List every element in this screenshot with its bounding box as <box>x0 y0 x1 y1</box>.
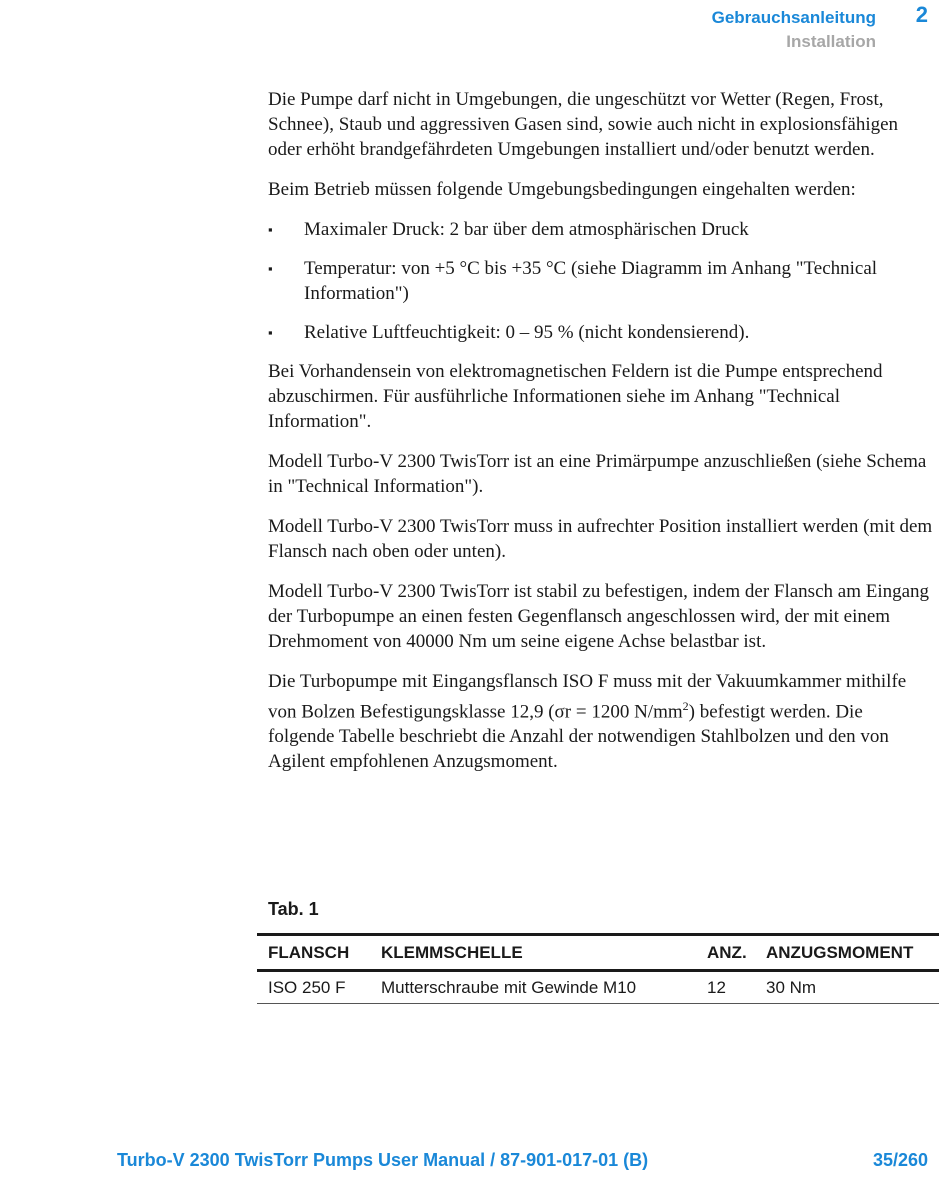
bullet-square-icon: ▪ <box>268 261 273 276</box>
list-item <box>268 217 933 242</box>
stress-value: r = 1200 N/mm <box>564 701 683 723</box>
list-item-text: Maximaler Druck: 2 bar über dem atmosphärischen Druck <box>304 219 749 240</box>
list-item <box>268 320 933 345</box>
table-row <box>257 971 939 1004</box>
header-subsection-title: Installation <box>786 32 876 51</box>
header-section-title: Gebrauchsanleitung <box>711 8 876 27</box>
bolt-table <box>257 933 939 1004</box>
list-item-text: Temperatur: von +5 °C bis +35 °C (siehe Diagramm im Anhang "Technical Information") <box>304 258 878 304</box>
paragraph-bolt-class <box>268 669 933 774</box>
running-header <box>600 6 876 54</box>
table-header-row <box>257 935 939 971</box>
cell-count: 12 <box>696 971 755 1004</box>
operating-conditions-list <box>268 217 933 345</box>
bolt-text-start: Die Turbopumpe mit Eingangsflansch ISO F muss mit der Vakuumkammer mithilfe von Bolzen Befestigungsklasse 12,9 ( <box>268 671 907 723</box>
paragraph-environment-restrictions: Die Pumpe darf nicht in Umgebungen, die ungeschützt vor Wetter (Regen, Frost, Schnee), Staub und aggressiven Gasen sind, sowie auch nicht in explosionsfähigen oder erhöht brandgefährdeten Umgebungen installiert und/oder benutzt werden. <box>268 89 899 160</box>
table-caption: Tab. 1 <box>268 899 319 919</box>
footer-manual-title: Turbo-V 2300 TwisTorr Pumps User Manual / 87-901-017-01 (B) <box>117 1150 649 1170</box>
list-item-text: Relative Luftfeuchtigkeit: 0 – 95 % (nicht kondensierend). <box>304 322 750 343</box>
column-header-flange: FLANSCH <box>257 935 370 971</box>
column-header-clamp: KLEMMSCHELLE <box>370 935 696 971</box>
superscript-exponent: 2 <box>682 699 689 713</box>
column-header-torque: ANZUGSMOMENT <box>755 935 939 971</box>
paragraph-upright-position: Modell Turbo-V 2300 TwisTorr muss in aufrechter Position installiert werden (mit dem Flansch nach oben oder unten). <box>268 516 933 562</box>
paragraph-operating-conditions-intro: Beim Betrieb müssen folgende Umgebungsbedingungen eingehalten werden: <box>268 179 856 200</box>
paragraph-primary-pump: Modell Turbo-V 2300 TwisTorr ist an eine Primärpumpe anzuschließen (siehe Schema in "Technical Information"). <box>268 451 927 497</box>
cell-clamp: Mutterschraube mit Gewinde M10 <box>370 971 696 1004</box>
cell-torque: 30 Nm <box>755 971 939 1004</box>
chapter-number: 2 <box>915 2 928 27</box>
bolt-text-end: ) befestigt werden. Die folgende Tabelle beschriebt die Anzahl der notwendigen Stahlbolzen und den von Agilent empfohlenen Anzugsmoment. <box>268 701 889 773</box>
footer-page-number: 35/260 <box>872 1150 928 1170</box>
paragraph-mounting: Modell Turbo-V 2300 TwisTorr ist stabil zu befestigen, indem der Flansch am Eingang der Turbopumpe an einen festen Gegenflansch angeschlossen wird, der mit einem Drehmoment von 40000 Nm um seine eigene Achse belastbar ist. <box>268 581 930 652</box>
bullet-square-icon: ▪ <box>268 325 273 340</box>
list-item <box>268 256 933 306</box>
bullet-square-icon: ▪ <box>268 222 273 237</box>
body-text <box>268 87 933 789</box>
sigma-symbol: σ <box>554 701 565 723</box>
column-header-count: ANZ. <box>696 935 755 971</box>
paragraph-electromagnetic-shielding: Bei Vorhandensein von elektromagnetischen Feldern ist die Pumpe entsprechend abzuschirmen. Für ausführliche Informationen siehe im Anhang "Technical Information". <box>268 361 883 432</box>
cell-flange: ISO 250 F <box>257 971 370 1004</box>
